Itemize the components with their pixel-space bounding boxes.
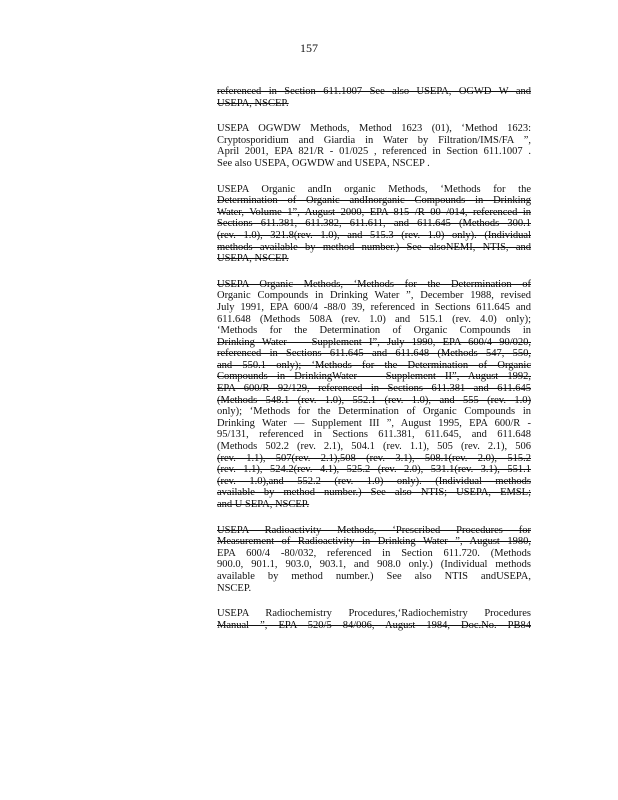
paragraph: [217, 184, 531, 265]
struck-text-line: (rev. 1.1), 507(rev. 2.1),508 (rev. 3.1), 508.1(rev. 2.0), 515.2: [217, 452, 531, 464]
paragraph: [217, 525, 531, 595]
text-line: Organic Compounds in Drinking Water ”, December 1988, revised: [217, 290, 531, 302]
text-line: (Methods 502.2 (rev. 2.1), 504.1 (rev. 1.1), 505 (rev. 2.1), 506: [217, 441, 531, 453]
text-line: 900.0, 901.1, 903.0, 903.1, and 908.0 only.) (Individual methods: [217, 559, 531, 571]
document-body: [217, 86, 531, 645]
text-line: Cryptosporidium and Giardia in Water by Filtration/IMS/FA ”,: [217, 134, 531, 146]
struck-text-line: referenced in Sections 611.645 and 611.648 (Methods 547, 550,: [217, 348, 531, 360]
struck-text-line: Measurement of Radioactivity in Drinking Water ”, August 1980,: [217, 536, 531, 548]
struck-text-line: Sections 611.381, 611.382, 611.611, and 611.645 (Methods 300.1: [217, 218, 531, 230]
struck-text-line: (Methods 548.1 (rev. 1.0), 552.1 (rev. 1.0), and 555 (rev. 1.0): [217, 394, 531, 406]
paragraph: [217, 608, 531, 631]
text-line: NSCEP.: [217, 582, 252, 594]
paragraph: [217, 279, 531, 511]
text-line: Drinking Water — Supplement III ”, August 1995, EPA 600/R -: [217, 417, 531, 429]
struck-text-line: methods available by method number.) See alsoNEMI, NTIS, and: [217, 241, 531, 253]
text-line: EPA 600/4 -80/032, referenced in Section 611.720. (Methods: [217, 547, 531, 559]
text-line: April 2001, EPA 821/R - 01/025 , referenced in Section 611.1007 .: [217, 146, 531, 158]
text-line: ‘Methods for the Determination of Organic Compounds in: [217, 325, 531, 337]
struck-text-line: available by method number.) See also NTIS; USEPA, EMSL;: [217, 487, 531, 499]
struck-text-line: and U SEPA, NSCEP.: [217, 499, 310, 510]
paragraph: [217, 86, 531, 109]
text-line: USEPA Organic andIn organic Methods, ‘Methods for the: [217, 183, 531, 195]
struck-text-line: Water, Volume 1”, August 2000, EPA 815 /R 00 /014, referenced in: [217, 206, 531, 218]
paragraph: [217, 123, 531, 169]
struck-text-line: Manual ”, EPA 520/5 84/006, August 1984, Doc.No. PB84: [217, 619, 531, 631]
struck-text-line: referenced in Section 611.1007 See also USEPA, OGWD W and: [217, 86, 531, 97]
struck-text-line: USEPA Radioactivity Methods, ‘Prescribed Procedures for: [217, 524, 531, 536]
struck-text-line: Compounds in DrinkingWater — Supplement II”, August 1992,: [217, 371, 531, 383]
struck-text-line: USEPA, NSCEP.: [217, 97, 289, 109]
struck-text-line: (rev. 1.1), 524.2(rev. 4.1), 525.2 (rev. 2.0), 531.1(rev. 3.1), 551.1: [217, 464, 531, 476]
struck-text-line: (rev. 1.0), 321.8(rev. 1.0), and 515.3 (rev. 1.0) only). (Individual: [217, 229, 531, 241]
struck-text-line: EPA 600/R 92/129, referenced in Sections 611.381 and 611.645: [217, 383, 531, 395]
struck-text-line: USEPA Organic Methods, ‘Methods for the Determination of: [217, 278, 531, 290]
struck-text-line: USEPA, NSCEP.: [217, 253, 289, 265]
struck-text-line: and 550.1 only); ‘Methods for the Determination of Organic: [217, 359, 531, 371]
text-line: USEPA OGWDW Methods, Method 1623 (01), ‘Method 1623:: [217, 123, 531, 135]
text-line: USEPA Radiochemistry Procedures,‘Radiochemistry Procedures: [217, 608, 531, 620]
text-line: available by method number.) See also NTIS andUSEPA,: [217, 570, 531, 582]
text-line: only); ‘Methods for the Determination of Organic Compounds in: [217, 406, 531, 418]
page-number: 157: [300, 41, 318, 55]
struck-text-line: Determination of Organic andInorganic Compounds in Drinking: [217, 195, 531, 207]
text-line: See also USEPA, OGWDW and USEPA, NSCEP .: [217, 157, 430, 169]
text-line: July 1991, EPA 600/4 -88/0 39, referenced in Sections 611.645 and: [217, 301, 531, 313]
struck-text-line: Drinking Water — Supplement I”, July 1990, EPA 600/4 90/020,: [217, 336, 531, 348]
struck-text-line: (rev. 1.0),and 552.2 (rev. 1.0) only). (Individual methods: [217, 475, 531, 487]
text-line: 95/131, referenced in Sections 611.381, 611.645, and 611.648: [217, 429, 531, 441]
text-line: 611.648 (Methods 508A (rev. 1.0) and 515.1 (rev. 4.0) only);: [217, 313, 531, 325]
